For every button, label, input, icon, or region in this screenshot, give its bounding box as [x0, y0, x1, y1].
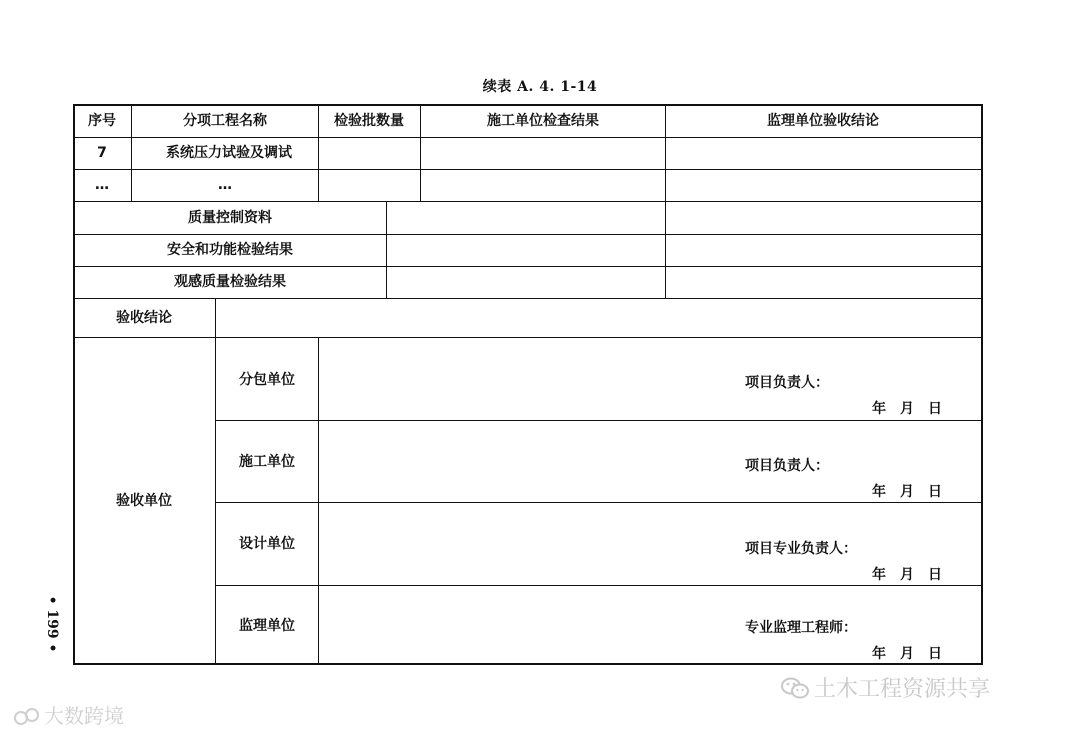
wechat-icon: [780, 676, 810, 700]
table-row-name: …: [218, 177, 232, 193]
table-border-top: [73, 104, 983, 106]
col-line: [386, 201, 387, 298]
watermark-right-text: 土木工程资源共享: [814, 677, 991, 702]
header-batch: 检验批数量: [334, 113, 404, 129]
unit-date: 年 月 日: [872, 401, 942, 417]
watermark-left: [14, 700, 124, 729]
header-seq: 序号: [88, 113, 116, 129]
unit-sign-label: 项目专业负责人：: [745, 541, 857, 557]
row-line: [215, 420, 983, 421]
col-line: [318, 104, 319, 201]
summary-row-label: 安全和功能检验结果: [167, 242, 293, 258]
brand-logo-icon: [14, 707, 40, 727]
conclusion-label: 验收结论: [116, 310, 172, 326]
table-row-seq: 7: [97, 145, 107, 161]
table-row-name: 系统压力试验及调试: [166, 145, 292, 161]
row-line: [73, 298, 983, 299]
row-line: [73, 137, 983, 138]
header-name: 分项工程名称: [183, 113, 267, 129]
summary-row-label: 观感质量检验结果: [174, 274, 286, 290]
unit-name: 分包单位: [239, 372, 295, 388]
unit-sign-label: 项目负责人：: [745, 458, 829, 474]
col-line: [665, 104, 666, 298]
units-label: 验收单位: [116, 493, 172, 509]
row-line: [73, 337, 983, 338]
unit-date: 年 月 日: [872, 567, 942, 583]
row-line: [73, 234, 983, 235]
header-check: 施工单位检查结果: [487, 113, 599, 129]
unit-date: 年 月 日: [872, 484, 942, 500]
row-line: [73, 266, 983, 267]
row-line: [215, 502, 983, 503]
table-border-left: [73, 104, 75, 665]
watermark-right: [780, 672, 990, 703]
row-line: [215, 585, 983, 586]
unit-date: 年 月 日: [872, 646, 942, 662]
table-caption: 续表 A. 4. 1-14: [482, 79, 598, 95]
col-line: [131, 104, 132, 201]
table-row-seq: …: [95, 177, 109, 193]
col-line: [215, 298, 216, 665]
unit-name: 设计单位: [239, 536, 295, 552]
col-line: [420, 104, 421, 201]
row-line: [73, 169, 983, 170]
watermark-left-text: 大数跨境: [44, 704, 124, 728]
row-line: [73, 201, 983, 202]
page-number: • 199 •: [44, 595, 60, 653]
summary-row-label: 质量控制资料: [188, 210, 272, 226]
unit-name: 监理单位: [239, 618, 295, 634]
header-supervise: 监理单位验收结论: [767, 113, 879, 129]
table-border-right: [981, 104, 983, 665]
col-line: [318, 337, 319, 665]
unit-sign-label: 项目负责人：: [745, 375, 829, 391]
unit-sign-label: 专业监理工程师：: [745, 620, 857, 636]
unit-name: 施工单位: [239, 454, 295, 470]
table-border-bottom: [73, 663, 983, 665]
